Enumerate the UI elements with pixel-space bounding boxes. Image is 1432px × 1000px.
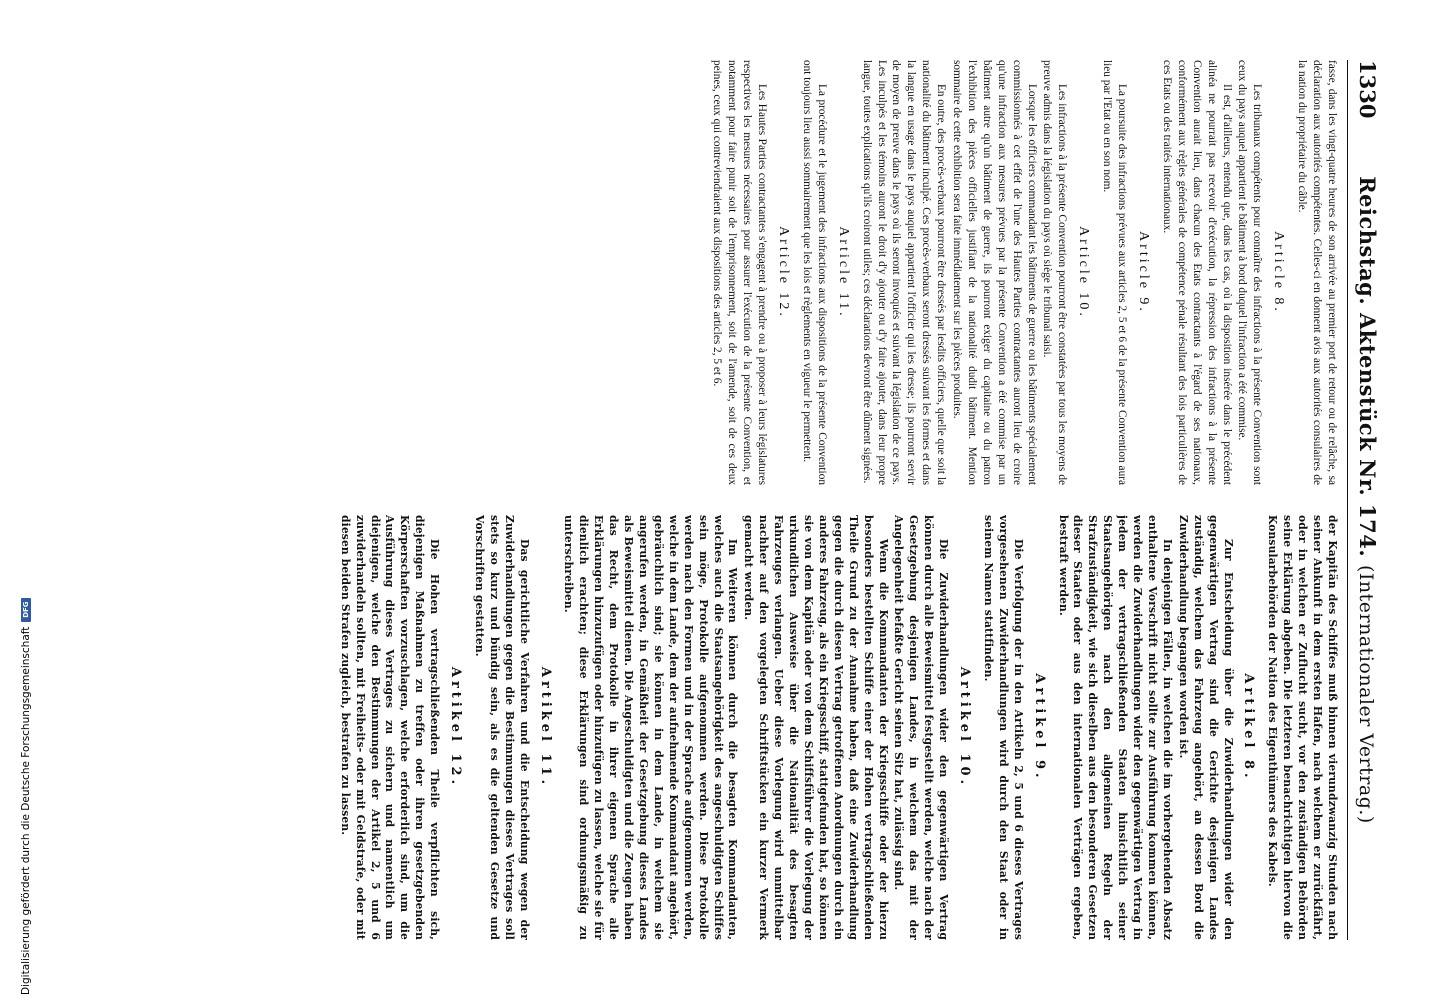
de-article-8-p1: Zur Entscheidung über die Zuwiderhandlungen wider den gegenwärtigen Vertrag sind die Gerichte desjenigen Landes zuständig, welchem das Fahrzeug angehört, an dessen Bord die Zuwiderhandlung begangen worden ist. <box>1176 515 1235 940</box>
text-columns <box>9 60 1339 940</box>
dfg-logo-icon: DFG <box>21 598 31 622</box>
page-header <box>1347 60 1380 940</box>
credit-text: Digitalisierung gefördert durch die Deutsche Forschungsgemeinschaft <box>20 626 32 995</box>
page-number: 1330 <box>1355 60 1380 119</box>
french-column <box>9 60 1339 485</box>
fr-article-11-heading: Article 11. <box>835 226 851 319</box>
de-article-8-p2: In denjenigen Fällen, in welchen die im vorhergehenden Absatz enthaltene Vorschrift nicht sollte zur Ausführung kommen können, werden die Zuwiderhandlungen wider den gegenwärtigen Vertrag in jedem der vertragschließenden Staaten hinsichtlich seiner Staatsangehörigen nach den allgemeinen Regeln der Strafzuständigkeit, wie sich dieselben aus den besonderen Gesetzen dieser Staaten oder aus den internationalen Verträgen ergeben, bestraft werden. <box>1056 515 1174 940</box>
fr-article-10-p1: Les infractions à la présente Convention pourront être constatées par tous les moyens de preuve admis dans la législation du pays où siège le tribunal saisi. <box>1041 60 1069 485</box>
fr-article-10-p2: Lorsque les officiers commandant les bâtiments de guerre ou les bâtiments spécialement commissionnés à cet effet de l'une des Hautes Parties contractantes auront lieu de croire qu'une infraction aux mesures prévues par la présente Convention a été commise par un bâtiment autre qu'un bâtiment de guerre, ils pourront exiger du capitaine ou du patron l'exhibition des pièces officielles justifiant de la nationalité dudit bâtiment. Mention sommaire de cette exhibition sera faite immédiatement sur les pièces produites. <box>951 60 1038 485</box>
fr-article-10-heading: Article 10. <box>1076 226 1092 319</box>
de-intro: der Kapitän des Schiffes muß binnen vierundzwanzig Stunden nach seiner Ankunft in dem ersten Hafen, nach welchem er zurückfährt, oder in welchen er Zuflucht sucht, vor den zuständigen Behörden seine Erklärung abgeben. Die letzteren benachrichtigen hiervon die Konsularbehörden der Nation des Eigenthümers des Kabels. <box>1266 515 1339 940</box>
fr-article-12-p1: Les Hautes Parties contractantes s'engagent à prendre ou à proposer à leurs législatures respectives les mesures nécessaires pour assurer l'exécution de la présente Convention, et notamment pour faire punir soit de l'emprisonnement, soit de l'amende, soit de ces deux peines, ceux qui contreviendraient aux dispositions des articles 2, 5 et 6. <box>711 60 769 485</box>
title-text: Reichstag. Aktenstück Nr. 174. <box>1355 176 1380 558</box>
de-article-9-p1: Die Verfolgung der in den Artikeln 2, 5 und 6 dieses Vertrages vorgesehenen Zuwiderhandlungen wird durch den Staat oder in seinem Namen stattfinden. <box>981 515 1025 940</box>
german-column <box>9 515 1339 940</box>
de-article-10-p3: Im Weiteren können durch die besagten Kommandanten, welches auch die Staatsangehörigkeit des angeschuldigten Schiffes sein möge, Protokolle aufgenommen werden. Diese Protokolle werden nach den Formen und in der Sprache aufgenommen werden, welche in dem Lande, dem der aufnehmende Kommandant angehört, gebräuchlich sind; sie können in dem Lande, in welchem sie angerufen werden, in Gemäßheit der Gesetzgebung dieses Landes als Beweismittel dienen. Die Angeschuldigten und die Zeugen haben das Recht, dem Protokolle in ihrer eigenen Sprache alle Erklärungen hinzuzufügen oder hinzufügen zu lassen, welche sie für dienlich erachten; diese Erklärungen sind ordnungsmäßig zu unterschreiben. <box>562 515 740 940</box>
fr-article-8-p1: Les tribunaux compétents pour connaître des infractions à la présente Convention sont ceux du pays auquel appartient le bâtiment à bord duquel l'infraction a été commise. <box>1236 60 1264 485</box>
de-article-11-p1: Das gerichtliche Verfahren und die Entscheidung wegen der Zuwiderhandlungen gegen die Bestimmungen dieses Vertrages soll stets so kurz und bündig sein, als es die geltenden Gesetze und Vorschriften gestatten. <box>472 515 531 940</box>
fr-article-9-heading: Article 9. <box>1136 231 1152 314</box>
fr-article-11-p1: La procédure et le jugement des infractions aux dispositions de la présente Convention ont toujours lieu aussi sommairement que les lois et règlements en vigueur le permettent. <box>800 60 828 485</box>
fr-article-9-p1: La poursuite des infractions prévues aux articles 2, 5 et 6 de la présente Convention aura lieu par l'Etat ou en son nom. <box>1101 60 1129 485</box>
digitization-strip <box>0 0 30 1000</box>
fr-article-8-p2: Il est, d'ailleurs, entendu que, dans les cas, où la disposition insérée dans le précédent alinéa ne pourrait pas recevoir d'exécution, la répression des infractions à la présente Convention aurait lieu, dans chacun des Etats contractants à l'égard de ses nationaux, conformément aux règles générales de compétence pénale résultant des lois particulières de ces Etats ou des traités internationaux. <box>1160 60 1233 485</box>
fr-article-10-p3: En outre, des procès-verbaux pourront être dressés par lesdits officiers, quelle que soit la nationalité du bâtiment inculpé. Ces procès-verbaux seront dressés suivant les formes et dans la langue en usage dans le pays auquel appartient l'officier qui les dresse; ils pourront servir de moyen de preuve dans le pays où ils seront invoqués et suivant la législation de ce pays. Les inculpés et les témoins auront le droit d'y ajouter ou d'y faire ajouter, dans leur propre langue, toutes explications qu'ils croiront utiles; ces déclarations devront être dûment signées. <box>860 60 948 485</box>
de-article-9-heading: Artikel 9. <box>1031 673 1047 782</box>
de-article-8-heading: Artikel 8. <box>1241 673 1257 782</box>
fr-article-12-heading: Article 12. <box>776 226 791 319</box>
fr-article-8-heading: Article 8. <box>1271 231 1287 314</box>
title-subtitle: (Internationaler Vertrag.) <box>1355 565 1377 824</box>
de-article-10-p1: Die Zuwiderhandlungen wider den gegenwärtigen Vertrag können durch alle Beweismittel festgestellt werden, welche nach der Gesetzgebung desjenigen Landes, in welchem das mit der Angelegenheit befaßte Gericht seinen Sitz hat, zulässig sind. <box>892 515 951 940</box>
de-article-10-p2: Wenn die Kommandanten der Kriegsschiffe oder der hierzu besonders bestellten Schiffe einer der Hohen vertragschließenden Theile Grund zu der Annahme haben, daß eine Zuwiderhandlung gegen die durch diesen Vertrag getroffenen Anordnungen durch ein anderes Fahrzeug, als ein Kriegsschiff, stattgefunden hat, so können sie von dem Kapitän oder von dem Schiffsführer die Vorlegung der urkundlichen Ausweise über die Nationalität des besagten Fahrzeuges verlangen. Ueber diese Vorlegung wird unmittelbar nachher auf den vorgelegten Schriftstücken ein kurzer Vermerk gemacht werden. <box>742 515 890 940</box>
page-title <box>1355 60 1380 940</box>
de-article-12-p1: Die Hohen vertragschließenden Theile verpflichten sich, diejenigen Maßnahmen zu treffen oder ihren gesetzgebenden Körperschaften vorzuschlagen, welche erforderlich sind, um die Ausführung dieses Vertrages zu sichern und namentlich um diejenigen, welche den Bestimmungen der Artikel 2, 5 und 6 zuwiderhandeln sollten, mit Freiheits- oder mit Geldstrafe, oder mit diesen beiden Strafen zugleich, bestrafen zu lassen. <box>338 515 442 940</box>
digitization-credit <box>20 598 32 995</box>
de-article-10-heading: Artikel 10. <box>957 666 973 789</box>
fr-intro: fasse, dans les vingt-quatre heures de son arrivée au premier port de retour ou de relâche, sa déclaration aux autorités compétentes. Celles-ci en donnent avis aux autorités consulaires de la nation du propriétaire du câble. <box>1296 60 1338 485</box>
de-article-12-heading: Artikel 12. <box>448 666 464 789</box>
de-article-11-heading: Artikel 11. <box>537 666 553 789</box>
